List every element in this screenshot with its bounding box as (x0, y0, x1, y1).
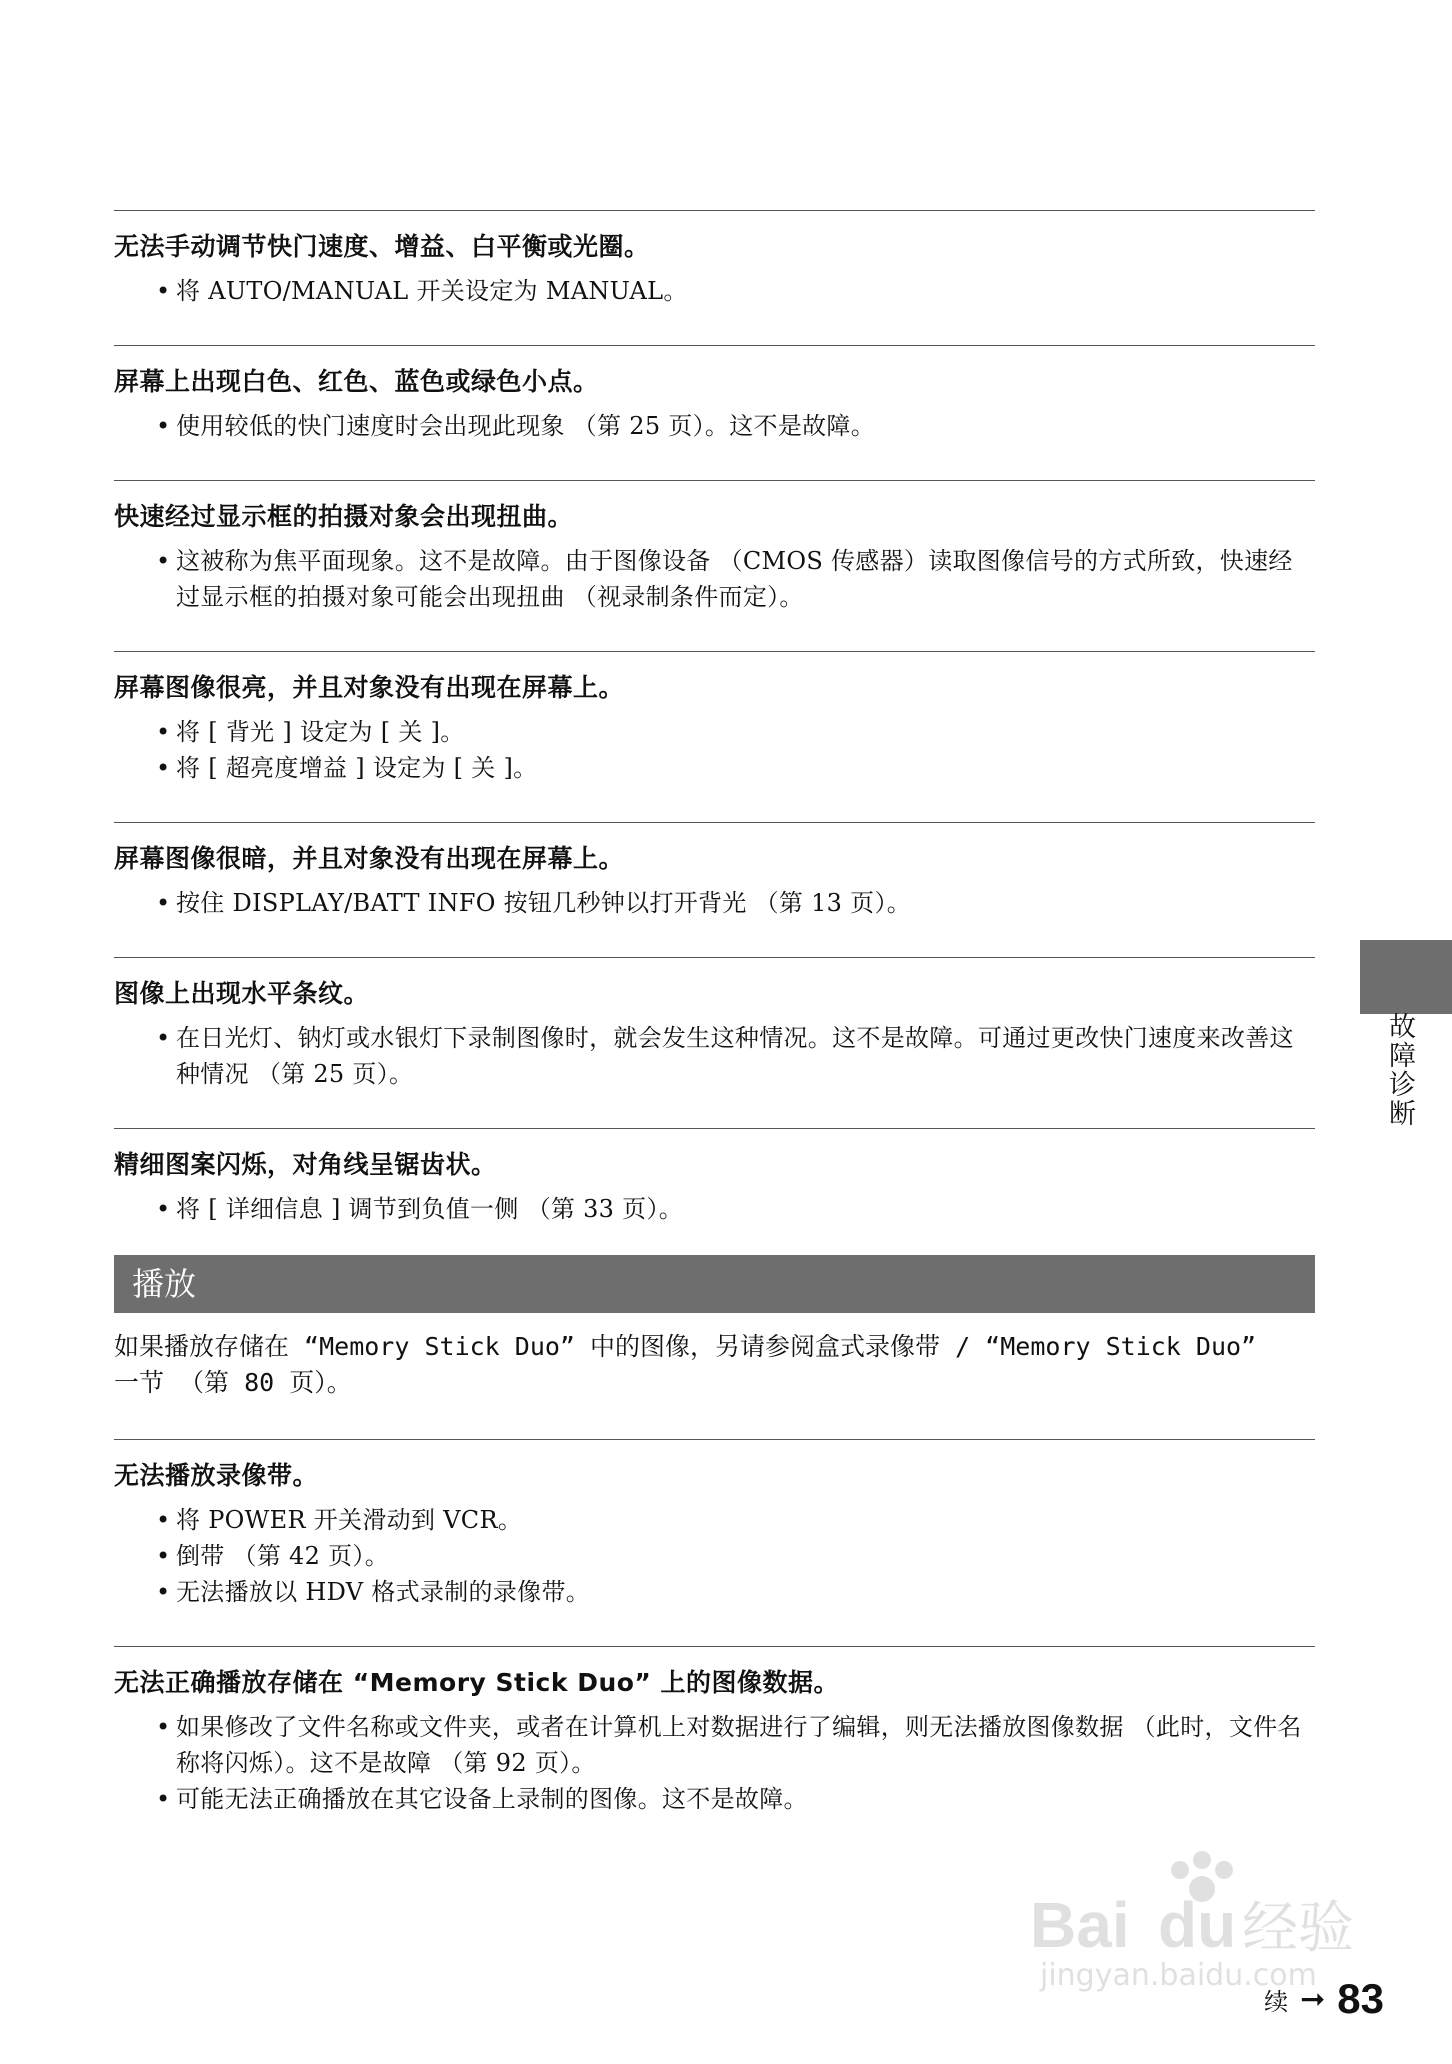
problem-heading: 精细图案闪烁，对角线呈锯齿状。 (114, 1150, 497, 1179)
troubleshoot-list (114, 210, 1315, 1227)
side-tab-label: 故障诊断 (1384, 1012, 1415, 1128)
solution-list (114, 714, 1315, 786)
content (114, 210, 1315, 1853)
page-footer (1264, 1975, 1384, 2023)
baidu-watermark (1030, 1845, 1390, 1995)
solution-list (114, 1191, 1315, 1227)
troubleshoot-item (114, 345, 1315, 444)
troubleshoot-item (114, 822, 1315, 921)
solution-list (114, 273, 1315, 309)
solution-bullet: • 无法播放以 HDV 格式录制的录像带。 (176, 1574, 1315, 1610)
troubleshoot-item (114, 1646, 1315, 1817)
problem-heading: 无法手动调节快门速度、增益、白平衡或光圈。 (114, 232, 650, 261)
troubleshoot-item (114, 1128, 1315, 1227)
continued-label: 续 (1264, 1987, 1289, 2016)
problem-heading: 无法播放录像带。 (114, 1461, 319, 1490)
solution-list (114, 1709, 1315, 1817)
solution-bullet: • 将 AUTO/MANUAL 开关设定为 MANUAL。 (176, 273, 1315, 309)
arrow-right-icon: ➞ (1300, 1981, 1326, 2017)
problem-heading: 无法正确播放存储在 “Memory Stick Duo” 上的图像数据。 (114, 1668, 840, 1697)
problem-heading: 图像上出现水平条纹。 (114, 979, 370, 1008)
watermark-brand2: du (1158, 1889, 1237, 1961)
solution-bullet: • 将 [ 详细信息 ] 调节到负值一侧 （第 33 页）。 (176, 1191, 1315, 1227)
solution-list (114, 543, 1315, 615)
troubleshoot-item (114, 651, 1315, 786)
problem-heading: 屏幕图像很亮，并且对象没有出现在屏幕上。 (114, 673, 625, 702)
problem-heading: 屏幕图像很暗，并且对象没有出现在屏幕上。 (114, 844, 625, 873)
solution-bullet: • 在日光灯、钠灯或水银灯下录制图像时，就会发生这种情况。这不是故障。可通过更改快门速度来改善这种情况 （第 25 页）。 (176, 1020, 1315, 1092)
solution-bullet: • 这被称为焦平面现象。这不是故障。由于图像设备 （CMOS 传感器）读取图像信号的方式所致，快速经过显示框的拍摄对象可能会出现扭曲 （视录制条件而定）。 (176, 543, 1315, 615)
troubleshoot-item (114, 957, 1315, 1092)
page-number: 83 (1337, 1975, 1384, 2022)
section-heading: 播放 (114, 1255, 1315, 1313)
solution-bullet: • 倒带 （第 42 页）。 (176, 1538, 1315, 1574)
watermark-product: 经验 (1242, 1896, 1354, 1961)
troubleshoot-item (114, 480, 1315, 615)
solution-bullet: • 将 [ 背光 ] 设定为 [ 关 ]。 (176, 714, 1315, 750)
solution-list (114, 1502, 1315, 1610)
solution-bullet: • 将 [ 超亮度增益 ] 设定为 [ 关 ]。 (176, 750, 1315, 786)
watermark-url: jingyan.baidu.com (1040, 1958, 1317, 1993)
troubleshoot-item (114, 1439, 1315, 1610)
problem-heading: 屏幕上出现白色、红色、蓝色或绿色小点。 (114, 367, 599, 396)
solution-list (114, 885, 1315, 921)
solution-bullet: • 将 POWER 开关滑动到 VCR。 (176, 1502, 1315, 1538)
problem-heading: 快速经过显示框的拍摄对象会出现扭曲。 (114, 502, 574, 531)
troubleshoot-item (114, 210, 1315, 309)
watermark-brand: Bai (1030, 1889, 1130, 1961)
solution-bullet: • 使用较低的快门速度时会出现此现象 （第 25 页）。这不是故障。 (176, 408, 1315, 444)
solution-list (114, 1020, 1315, 1092)
side-tab-marker (1360, 940, 1452, 1014)
solution-bullet: • 如果修改了文件名称或文件夹，或者在计算机上对数据进行了编辑，则无法播放图像数据 （此时，文件名称将闪烁）。这不是故障 （第 92 页）。 (176, 1709, 1315, 1781)
section-intro: 如果播放存储在 “Memory Stick Duo” 中的图像，另请参阅盒式录像带 / “Memory Stick Duo” 一节 （第 80 页）。 (114, 1332, 1257, 1397)
solution-list (114, 408, 1315, 444)
solution-bullet: • 按住 DISPLAY/BATT INFO 按钮几秒钟以打开背光 （第 13 页）。 (176, 885, 1315, 921)
playback-troubleshoot-list (114, 1439, 1315, 1817)
solution-bullet: • 可能无法正确播放在其它设备上录制的图像。这不是故障。 (176, 1781, 1315, 1817)
